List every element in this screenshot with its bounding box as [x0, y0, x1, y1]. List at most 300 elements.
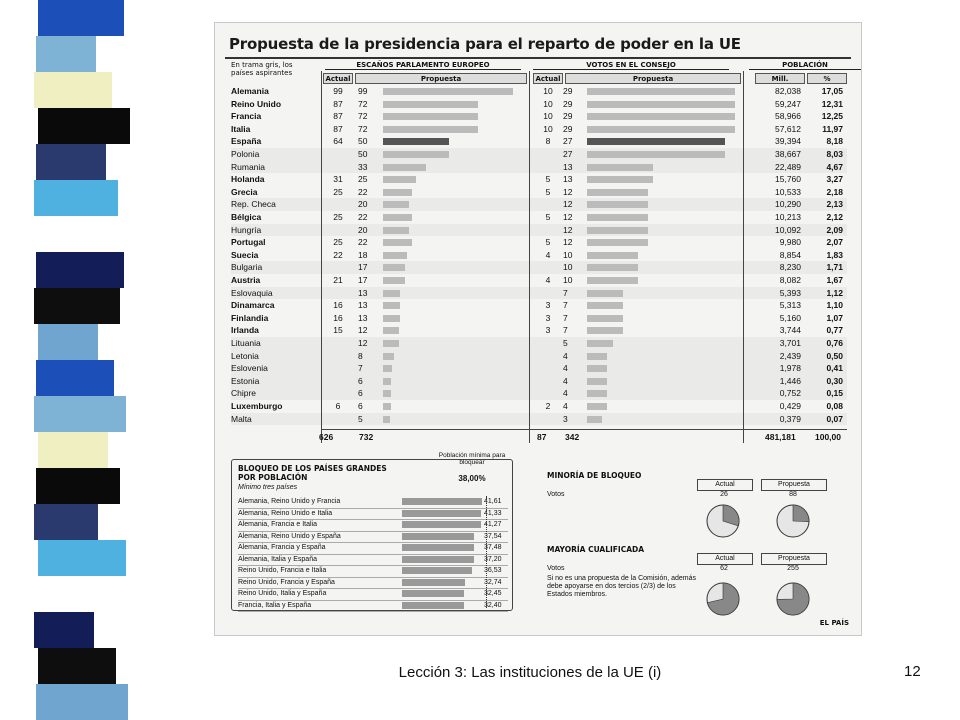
population-mill: 82,038 — [775, 86, 801, 96]
minority-col-prop: Propuesta — [761, 479, 827, 491]
country-name: Eslovaquia — [231, 287, 273, 298]
ep-proposal-bar — [383, 126, 478, 133]
council-proposal: 4 — [563, 363, 568, 374]
ep-proposal-bar — [383, 353, 394, 360]
page-number: 12 — [904, 663, 921, 680]
ep-proposal-bar — [383, 164, 426, 171]
ep-proposal: 12 — [358, 325, 368, 336]
population-pct: 0,08 — [826, 401, 843, 411]
population-mill: 9,980 — [779, 237, 801, 248]
council-proposal: 4 — [563, 401, 568, 411]
council-actual: 3 — [545, 300, 551, 311]
council-proposal-bar — [587, 315, 623, 322]
table-row — [231, 236, 847, 249]
blocking-combination: Alemania, Reino Unido e Italia — [238, 509, 333, 517]
council-proposal: 13 — [563, 161, 573, 172]
council-proposal-bar — [587, 353, 607, 360]
blocking-bar — [402, 533, 474, 540]
country-name: Holanda — [231, 174, 265, 185]
council-proposal: 10 — [563, 275, 573, 285]
majority-prop: 255 — [787, 565, 799, 572]
header-parliament: ESCAÑOS PARLAMENTO EUROPEO — [325, 61, 521, 70]
council-proposal-bar — [587, 403, 607, 410]
stripe-segment — [38, 0, 124, 36]
population-mill: 10,533 — [775, 186, 801, 197]
blocking-combination: Alemania, Francia y España — [238, 544, 326, 551]
ep-actual: 64 — [333, 136, 343, 147]
majority-col-prop: Propuesta — [761, 553, 827, 565]
population-pct: 1,67 — [826, 275, 843, 285]
ep-proposal: 17 — [358, 275, 368, 285]
council-actual: 10 — [543, 123, 553, 134]
ep-proposal-bar — [383, 201, 409, 208]
stripe-segment — [38, 108, 130, 144]
population-pct: 8,03 — [826, 149, 843, 159]
ep-actual: 31 — [333, 174, 343, 185]
council-proposal-bar — [587, 189, 648, 196]
population-mill: 38,667 — [775, 149, 801, 159]
ep-proposal: 12 — [358, 338, 368, 348]
ep-proposal-bar — [383, 378, 391, 385]
council-proposal-bar — [587, 252, 638, 259]
ep-actual: 15 — [333, 325, 343, 336]
country-name: Francia — [231, 111, 262, 122]
table-row — [231, 375, 847, 388]
council-actual: 10 — [543, 86, 553, 96]
blocking-bar — [402, 544, 474, 551]
table-row — [231, 173, 847, 186]
council-actual: 5 — [545, 174, 551, 185]
stripe-segment — [38, 216, 102, 252]
ep-actual: 6 — [335, 401, 341, 411]
stripe-segment — [34, 288, 120, 324]
ep-proposal: 50 — [358, 136, 368, 147]
total-council-actual: 87 — [537, 432, 547, 442]
blocking-combination: Reino Unido, Francia e Italia — [238, 567, 327, 574]
council-proposal: 7 — [563, 300, 568, 311]
table-row — [231, 261, 847, 274]
population-mill: 0,752 — [779, 388, 801, 399]
ep-proposal: 72 — [358, 123, 368, 134]
blocking-value: 41,61 — [484, 498, 502, 505]
stripe-segment — [36, 360, 114, 396]
council-proposal: 3 — [563, 413, 568, 424]
stripe-segment — [34, 504, 98, 540]
stripe-segment — [34, 396, 126, 432]
council-actual: 3 — [545, 312, 551, 323]
council-proposal-bar — [587, 277, 638, 284]
council-proposal: 10 — [563, 262, 573, 273]
table-row — [231, 224, 847, 237]
council-proposal-bar — [587, 113, 735, 120]
council-proposal: 7 — [563, 325, 568, 336]
country-name: Eslovenia — [231, 363, 268, 374]
stripe-segment — [36, 36, 96, 72]
totals-rule — [321, 429, 847, 430]
sub-actual-council: Actual — [533, 73, 563, 84]
population-pct: 2,09 — [826, 224, 843, 235]
country-name: Letonia — [231, 350, 259, 361]
population-pct: 0,15 — [826, 388, 843, 399]
blocking-bar — [402, 602, 464, 609]
stripe-segment — [36, 144, 106, 180]
country-name: Bélgica — [231, 212, 262, 222]
population-pct: 0,41 — [826, 363, 843, 374]
blocking-value: 32,74 — [484, 578, 502, 586]
blocking-subtitle: Mínimo tres países — [238, 484, 298, 491]
population-pct: 2,07 — [826, 237, 843, 248]
stripe-segment — [36, 684, 128, 720]
population-pct: 3,27 — [826, 174, 843, 185]
population-mill: 2,439 — [779, 350, 801, 361]
blocking-bar — [402, 556, 474, 563]
council-proposal-bar — [587, 302, 623, 309]
council-actual: 5 — [545, 186, 551, 197]
ep-proposal: 20 — [358, 224, 368, 235]
council-proposal: 4 — [563, 388, 568, 399]
minority-col-actual: Actual — [697, 479, 753, 491]
table-row — [231, 337, 847, 350]
ep-proposal: 6 — [358, 401, 363, 411]
blocking-combination: Reino Unido, Italia y España — [238, 590, 327, 597]
sub-pop-pct: % — [807, 73, 847, 84]
population-pct: 2,13 — [826, 199, 843, 210]
population-pct: 12,31 — [821, 98, 843, 109]
council-actual: 10 — [543, 98, 553, 109]
population-pct: 0,50 — [826, 350, 843, 361]
population-mill: 58,966 — [775, 111, 801, 122]
population-mill: 10,092 — [775, 224, 801, 235]
ep-actual: 87 — [333, 123, 343, 134]
population-mill: 5,160 — [779, 312, 801, 323]
blocking-combination: Alemania, Reino Unido y España — [238, 532, 341, 540]
stripe-segment — [34, 612, 94, 648]
ep-proposal: 17 — [358, 262, 368, 273]
ep-proposal-bar — [383, 302, 400, 309]
ep-proposal-bar — [383, 315, 400, 322]
council-proposal-bar — [587, 327, 623, 334]
ep-actual: 16 — [333, 312, 343, 323]
ep-proposal-bar — [383, 138, 449, 145]
population-pct: 2,12 — [826, 212, 843, 222]
figure-title: Propuesta de la presidencia para el reparto de poder en la UE — [229, 35, 741, 53]
population-pct: 0,77 — [826, 325, 843, 336]
population-pct: 11,97 — [822, 123, 843, 134]
council-proposal-bar — [587, 138, 725, 145]
threshold-note: Población mínima para bloquear — [438, 452, 506, 466]
ep-proposal-bar — [383, 101, 478, 108]
blocking-title: BLOQUEO DE LOS PAÍSES GRANDES POR POBLACIÓN — [238, 464, 387, 482]
country-name: Irlanda — [231, 325, 259, 336]
threshold-line — [486, 496, 487, 608]
population-mill: 10,290 — [775, 199, 801, 210]
ep-proposal-bar — [383, 390, 391, 397]
source-credit: EL PAÍS — [819, 619, 849, 627]
country-name: Italia — [231, 123, 251, 134]
council-proposal-bar — [587, 290, 623, 297]
ep-proposal: 22 — [358, 237, 368, 248]
population-pct: 1,83 — [826, 249, 843, 260]
ep-actual: 25 — [333, 186, 343, 197]
table-row — [231, 274, 847, 287]
table-row — [231, 123, 847, 136]
table-row — [231, 161, 847, 174]
country-name: Austria — [231, 275, 261, 285]
table-row — [231, 400, 847, 413]
table-row — [231, 362, 847, 375]
council-actual: 2 — [545, 401, 551, 411]
council-proposal-bar — [587, 201, 648, 208]
blocking-bar — [402, 567, 472, 574]
ep-proposal-bar — [383, 327, 399, 334]
population-pct: 1,10 — [826, 300, 843, 311]
table-row — [231, 135, 847, 148]
sub-prop-council: Propuesta — [565, 73, 741, 84]
stripe-segment — [34, 72, 112, 108]
population-mill: 57,612 — [775, 123, 801, 134]
blocking-combination: Alemania, Italia y España — [238, 555, 317, 563]
council-proposal-bar — [587, 164, 653, 171]
ep-proposal-bar — [383, 113, 478, 120]
blocking-value: 41,27 — [484, 521, 502, 528]
population-pct: 1,71 — [826, 262, 843, 273]
blocking-value: 36,53 — [484, 567, 502, 574]
council-proposal-bar — [587, 239, 648, 246]
ep-proposal: 33 — [358, 161, 368, 172]
ep-proposal: 6 — [358, 388, 363, 399]
majority-label: Votos — [547, 565, 565, 572]
council-proposal-bar — [587, 176, 653, 183]
sub-pop-mill: Mill. — [755, 73, 805, 84]
population-pct: 4,67 — [826, 161, 843, 172]
total-council-prop: 342 — [565, 432, 580, 442]
country-name: Suecia — [231, 249, 259, 260]
council-proposal-bar — [587, 365, 607, 372]
minority-title: MINORÍA DE BLOQUEO — [547, 471, 642, 480]
majority-actual: 62 — [720, 565, 728, 572]
table-row — [231, 287, 847, 300]
ep-proposal-bar — [383, 365, 392, 372]
population-mill: 22,489 — [775, 161, 801, 172]
country-name: Polonia — [231, 149, 260, 159]
blocking-row — [238, 600, 508, 613]
majority-prop-pie — [775, 581, 811, 617]
table-row — [231, 299, 847, 312]
blocking-combination: Alemania, Francia e Italia — [238, 521, 317, 528]
sub-actual-ep: Actual — [323, 73, 353, 84]
council-proposal: 4 — [563, 350, 568, 361]
council-actual: 5 — [545, 212, 551, 222]
stripe-segment — [38, 324, 98, 360]
population-mill: 3,744 — [779, 325, 801, 336]
col-divider — [321, 71, 322, 443]
intro-note: En trama gris, los países aspirantes — [231, 61, 293, 77]
council-proposal: 12 — [563, 212, 573, 222]
blocking-value: 41,33 — [484, 509, 502, 517]
council-proposal-bar — [587, 227, 648, 234]
stripe-segment — [34, 180, 118, 216]
council-actual: 4 — [545, 249, 551, 260]
council-proposal: 13 — [563, 174, 573, 185]
ep-proposal: 72 — [358, 98, 368, 109]
ep-proposal-bar — [383, 277, 405, 284]
council-proposal: 7 — [563, 287, 568, 298]
population-mill: 10,213 — [775, 212, 801, 222]
ep-proposal-bar — [383, 416, 390, 423]
blocking-combination: Reino Unido, Francia y España — [238, 578, 335, 586]
minority-actual: 26 — [720, 491, 728, 498]
council-proposal-bar — [587, 340, 613, 347]
blocking-value: 37,48 — [484, 544, 502, 551]
newspaper-figure — [214, 22, 862, 636]
blocking-value: 37,20 — [484, 555, 502, 563]
table-row — [231, 211, 847, 224]
ep-proposal: 13 — [358, 312, 368, 323]
ep-proposal: 13 — [358, 300, 368, 311]
stripe-segment — [38, 648, 116, 684]
table-row — [231, 110, 847, 123]
country-name: Rep. Checa — [231, 199, 276, 210]
blocking-value: 37,54 — [484, 532, 502, 540]
ep-proposal: 13 — [358, 287, 368, 298]
country-name: Hungría — [231, 224, 262, 235]
ep-proposal-bar — [383, 88, 513, 95]
stripe-segment — [36, 252, 124, 288]
population-mill: 0,379 — [779, 413, 801, 424]
table-row — [231, 350, 847, 363]
blocking-value: 32,40 — [484, 601, 502, 609]
population-mill: 8,230 — [779, 262, 801, 273]
stripe-segment — [38, 540, 126, 576]
council-proposal-bar — [587, 126, 735, 133]
council-proposal: 10 — [563, 249, 573, 260]
council-proposal: 5 — [563, 338, 568, 348]
population-pct: 2,18 — [826, 186, 843, 197]
ep-proposal: 20 — [358, 199, 368, 210]
population-mill: 8,854 — [779, 249, 801, 260]
population-pct: 17,05 — [821, 86, 843, 96]
population-pct: 0,30 — [826, 375, 843, 386]
council-proposal-bar — [587, 214, 648, 221]
stripe-segment — [36, 576, 122, 612]
ep-proposal-bar — [383, 264, 405, 271]
ep-proposal: 22 — [358, 186, 368, 197]
country-name: España — [231, 136, 262, 147]
ep-proposal-bar — [383, 239, 412, 246]
population-pct: 1,07 — [826, 312, 843, 323]
blocking-panel — [231, 452, 513, 611]
table-row — [231, 312, 847, 325]
ep-proposal: 22 — [358, 212, 368, 222]
council-proposal-bar — [587, 151, 725, 158]
council-proposal: 12 — [563, 237, 573, 248]
ep-proposal-bar — [383, 176, 416, 183]
table-row — [231, 387, 847, 400]
council-proposal-bar — [587, 416, 602, 423]
minority-label: Votos — [547, 491, 565, 498]
council-actual: 10 — [543, 111, 553, 122]
minority-prop: 88 — [789, 491, 797, 498]
ep-actual: 16 — [333, 300, 343, 311]
ep-proposal: 6 — [358, 375, 363, 386]
ep-proposal-bar — [383, 252, 407, 259]
country-name: Bulgaria — [231, 262, 263, 273]
table-row — [231, 148, 847, 161]
country-name: Estonia — [231, 375, 260, 386]
ep-actual: 87 — [333, 98, 343, 109]
country-name: Chipre — [231, 388, 257, 399]
council-actual: 4 — [545, 275, 551, 285]
population-mill: 59,247 — [775, 98, 801, 109]
ep-proposal: 18 — [358, 249, 368, 260]
stripe-segment — [36, 468, 120, 504]
table-row — [231, 324, 847, 337]
table-row — [231, 249, 847, 262]
country-name: Luxemburgo — [231, 401, 283, 411]
threshold-pct: 38,00% — [458, 474, 486, 483]
country-name: Alemania — [231, 86, 269, 96]
council-proposal: 12 — [563, 224, 573, 235]
title-rule — [225, 57, 851, 59]
council-actual: 5 — [545, 237, 551, 248]
blocking-combination: Francia, Italia y España — [238, 601, 312, 609]
ep-proposal: 5 — [358, 413, 363, 424]
council-proposal: 27 — [563, 136, 573, 147]
total-pop-pct: 100,00 — [815, 432, 841, 442]
council-proposal: 29 — [563, 98, 573, 109]
council-proposal-bar — [587, 101, 735, 108]
total-pop-mill: 481,181 — [765, 432, 796, 442]
table-row — [231, 186, 847, 199]
council-proposal: 12 — [563, 199, 573, 210]
country-name: Malta — [231, 413, 252, 424]
council-proposal-bar — [587, 264, 638, 271]
ep-proposal: 25 — [358, 174, 368, 185]
col-divider — [743, 71, 744, 443]
ep-proposal: 7 — [358, 363, 363, 374]
council-actual: 8 — [545, 136, 551, 147]
ep-proposal-bar — [383, 214, 412, 221]
council-proposal: 27 — [563, 149, 573, 159]
ep-actual: 22 — [333, 249, 343, 260]
council-proposal: 12 — [563, 186, 573, 197]
population-pct: 1,12 — [826, 287, 843, 298]
country-name: Finlandia — [231, 312, 269, 323]
population-pct: 0,07 — [826, 413, 843, 424]
ep-actual: 87 — [333, 111, 343, 122]
council-proposal: 29 — [563, 86, 573, 96]
population-mill: 1,978 — [779, 363, 801, 374]
council-proposal-bar — [587, 88, 735, 95]
country-name: Lituania — [231, 338, 261, 348]
majority-title: MAYORÍA CUALIFICADA — [547, 545, 645, 554]
country-name: Grecia — [231, 186, 258, 197]
blocking-bar — [402, 498, 482, 505]
table-row — [231, 198, 847, 211]
country-name: Portugal — [231, 237, 266, 248]
council-proposal: 7 — [563, 312, 568, 323]
ep-proposal-bar — [383, 189, 412, 196]
stripe-segment — [38, 432, 108, 468]
col-divider — [529, 71, 530, 443]
country-name: Dinamarca — [231, 300, 275, 311]
ep-proposal: 99 — [358, 86, 368, 96]
blocking-bar — [402, 510, 481, 517]
ep-proposal: 50 — [358, 149, 368, 159]
table-row — [231, 98, 847, 111]
ep-proposal-bar — [383, 151, 449, 158]
decorative-stripe — [0, 0, 110, 720]
